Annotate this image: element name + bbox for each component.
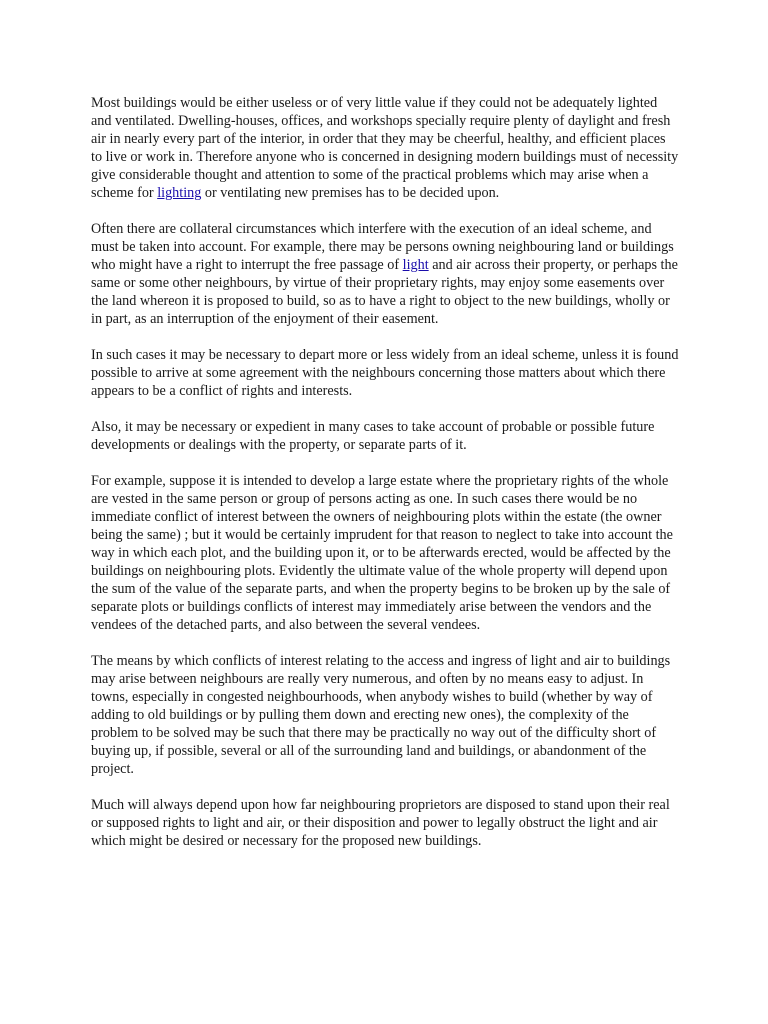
lighting-link[interactable]: lighting [157, 185, 202, 201]
document-page [91, 94, 679, 868]
paragraph-text: The means by which conflicts of interest relating to the access and ingress of light and air to buildings may arise between neighbours are really very numerous, and often by no means easy to adjust. In towns, especially in congested neighbourhoods, when anybody wishes to build (whether by way of adding to old buildings or by pulling them down and erecting new ones), the complexity of the problem to be solved may be such that there may be practically no way out of the difficulty short of buying up, if possible, several or all of the surrounding land and buildings, or abandonment of the project. [91, 653, 671, 777]
paragraph-text: and air across their property, or perhaps the same or some other neighbours, by virtue of their proprietary rights, may enjoy some easements over the land whereon it is proposed to build, so as to have a right to object to the new buildings, wholly or in part, as an interruption of the enjoyment of their easement. [91, 257, 678, 327]
paragraph-7 [91, 796, 679, 850]
paragraph-text: Much will always depend upon how far neighbouring proprietors are disposed to stand upon their real or supposed rights to light and air, or their disposition and power to legally obstruct the light and air which might be desired or necessary for the proposed new buildings. [91, 797, 670, 849]
paragraph-4 [91, 418, 679, 454]
paragraph-text: or ventilating new premises has to be decided upon. [201, 185, 500, 201]
paragraph-2 [91, 220, 679, 328]
paragraph-1 [91, 94, 679, 202]
paragraph-text: In such cases it may be necessary to depart more or less widely from an ideal scheme, unless it is found possible to arrive at some agreement with the neighbours concerning those matters about which there appears to be a conflict of rights and interests. [91, 347, 679, 399]
light-link[interactable]: light [402, 257, 429, 273]
paragraph-text: Most buildings would be either useless or of very little value if they could not be adequately lighted and ventilated. Dwelling-houses, offices, and workshops specially require plenty of daylight and fresh air in nearly every part of the interior, in order that they may be cheerful, healthy, and efficient places to live or work in. Therefore anyone who is concerned in designing modern buildings must of necessity give considerable thought and attention to some of the practical problems which may arise when a scheme for [91, 95, 679, 201]
paragraph-text: Often there are collateral circumstances which interfere with the execution of an ideal scheme, and must be taken into account. For example, there may be persons owning neighbouring land or buildings who might have a right to interrupt the free passage of [91, 221, 674, 273]
paragraph-5 [91, 472, 679, 634]
paragraph-6 [91, 652, 679, 778]
paragraph-3 [91, 346, 679, 400]
paragraph-text: For example, suppose it is intended to develop a large estate where the proprietary rights of the whole are vested in the same person or group of persons acting as one. In such cases there would be no immediate conflict of interest between the owners of neighbouring plots within the estate (the owner being the same) ; but it would be certainly imprudent for that reason to neglect to take into account the way in which each plot, and the building upon it, or to be afterwards erected, would be affected by the buildings on neighbouring plots. Evidently the ultimate value of the whole property will depend upon the sum of the value of the separate parts, and when the property begins to be broken up by the sale of separate plots or buildings conflicts of interest may immediately arise between the vendors and the vendees of the detached parts, and also between the several vendees. [91, 473, 673, 633]
paragraph-text: Also, it may be necessary or expedient in many cases to take account of probable or possible future developments or dealings with the property, or separate parts of it. [91, 419, 655, 453]
